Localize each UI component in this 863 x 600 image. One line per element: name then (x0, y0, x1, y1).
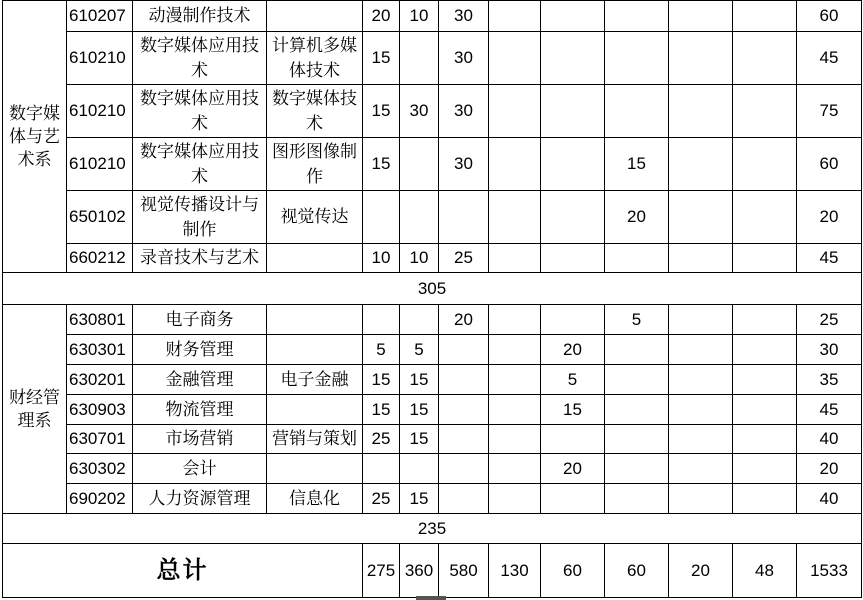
row-total: 60 (797, 1, 862, 32)
count-cell (733, 425, 797, 454)
count-cell (489, 138, 541, 191)
count-cell (605, 425, 669, 454)
major-name: 财务管理 (133, 335, 267, 365)
count-cell (400, 191, 439, 244)
major-direction: 数字媒体技术 (267, 85, 363, 138)
major-code: 630301 (67, 335, 133, 365)
count-cell (733, 454, 797, 484)
grand-total-row (3, 544, 862, 598)
count-cell: 30 (439, 1, 489, 32)
major-direction (267, 395, 363, 425)
count-cell: 30 (400, 85, 439, 138)
count-cell (400, 32, 439, 85)
count-cell (489, 484, 541, 514)
count-cell (669, 305, 733, 335)
major-name: 物流管理 (133, 395, 267, 425)
row-total: 40 (797, 484, 862, 514)
count-cell (669, 425, 733, 454)
major-name: 数字媒体应用技术 (133, 85, 267, 138)
count-cell: 30 (439, 85, 489, 138)
count-cell (733, 1, 797, 32)
major-code: 610210 (67, 138, 133, 191)
table-row (3, 454, 862, 484)
count-cell (733, 395, 797, 425)
enrollment-table (2, 0, 862, 598)
count-cell (541, 425, 605, 454)
major-name: 市场营销 (133, 425, 267, 454)
count-cell: 15 (400, 484, 439, 514)
count-cell (400, 138, 439, 191)
count-cell (489, 1, 541, 32)
major-code: 650102 (67, 191, 133, 244)
count-cell (669, 335, 733, 365)
major-code: 690202 (67, 484, 133, 514)
major-name: 数字媒体应用技术 (133, 138, 267, 191)
count-cell: 15 (363, 85, 400, 138)
grand-total-cell: 130 (489, 544, 541, 598)
major-code: 610210 (67, 85, 133, 138)
count-cell (489, 85, 541, 138)
count-cell: 20 (363, 1, 400, 32)
count-cell (733, 32, 797, 85)
table-row (3, 191, 862, 244)
count-cell (363, 191, 400, 244)
count-cell (489, 335, 541, 365)
count-cell: 5 (363, 335, 400, 365)
row-total: 20 (797, 191, 862, 244)
major-direction (267, 1, 363, 32)
count-cell (541, 191, 605, 244)
count-cell (733, 191, 797, 244)
count-cell: 15 (363, 365, 400, 395)
major-code: 660212 (67, 244, 133, 273)
major-direction: 电子金融 (267, 365, 363, 395)
grand-total-cell: 60 (605, 544, 669, 598)
major-name: 电子商务 (133, 305, 267, 335)
count-cell (669, 138, 733, 191)
count-cell (605, 85, 669, 138)
count-cell (733, 365, 797, 395)
subtotal-row (3, 273, 862, 305)
table-row (3, 484, 862, 514)
count-cell: 30 (439, 138, 489, 191)
count-cell (400, 305, 439, 335)
grand-total-label: 总计 (3, 544, 363, 598)
row-total: 35 (797, 365, 862, 395)
count-cell (605, 454, 669, 484)
major-direction: 视觉传达 (267, 191, 363, 244)
count-cell (489, 191, 541, 244)
count-cell (489, 244, 541, 273)
count-cell (669, 244, 733, 273)
row-total: 20 (797, 454, 862, 484)
grand-total-cell: 60 (541, 544, 605, 598)
count-cell: 15 (400, 425, 439, 454)
major-name: 金融管理 (133, 365, 267, 395)
department-cell: 数字媒体与艺术系 (3, 1, 67, 273)
subtotal-row (3, 514, 862, 544)
count-cell: 20 (605, 191, 669, 244)
table-row (3, 305, 862, 335)
section-subtotal: 305 (3, 273, 862, 305)
major-direction (267, 335, 363, 365)
section-subtotal: 235 (3, 514, 862, 544)
count-cell: 20 (541, 454, 605, 484)
count-cell (541, 244, 605, 273)
count-cell (733, 138, 797, 191)
count-cell: 15 (400, 395, 439, 425)
count-cell: 10 (400, 1, 439, 32)
count-cell: 25 (363, 484, 400, 514)
count-cell: 5 (605, 305, 669, 335)
count-cell: 20 (439, 305, 489, 335)
count-cell (669, 454, 733, 484)
count-cell (439, 335, 489, 365)
count-cell (439, 484, 489, 514)
count-cell (669, 484, 733, 514)
row-total: 25 (797, 305, 862, 335)
count-cell (439, 365, 489, 395)
count-cell (733, 305, 797, 335)
count-cell: 15 (363, 32, 400, 85)
table-row (3, 395, 862, 425)
row-total: 45 (797, 395, 862, 425)
major-code: 630302 (67, 454, 133, 484)
major-name: 视觉传播设计与制作 (133, 191, 267, 244)
major-name: 会计 (133, 454, 267, 484)
table-row (3, 244, 862, 273)
grand-total-cell: 275 (363, 544, 400, 598)
count-cell (605, 32, 669, 85)
table-row (3, 1, 862, 32)
count-cell (605, 365, 669, 395)
count-cell (669, 191, 733, 244)
count-cell: 15 (400, 365, 439, 395)
count-cell (489, 305, 541, 335)
count-cell: 20 (541, 335, 605, 365)
count-cell: 30 (439, 32, 489, 85)
table-row (3, 85, 862, 138)
table-row (3, 138, 862, 191)
count-cell (669, 1, 733, 32)
major-code: 630201 (67, 365, 133, 395)
count-cell (669, 365, 733, 395)
count-cell (733, 335, 797, 365)
count-cell: 25 (439, 244, 489, 273)
count-cell (541, 305, 605, 335)
major-direction (267, 454, 363, 484)
count-cell (669, 32, 733, 85)
count-cell: 10 (400, 244, 439, 273)
count-cell (541, 138, 605, 191)
count-cell (363, 305, 400, 335)
row-total: 45 (797, 32, 862, 85)
count-cell: 5 (400, 335, 439, 365)
page-edge-marker (416, 596, 446, 600)
count-cell (605, 335, 669, 365)
count-cell (669, 395, 733, 425)
count-cell (363, 454, 400, 484)
count-cell (439, 395, 489, 425)
count-cell (541, 484, 605, 514)
major-code: 610210 (67, 32, 133, 85)
table-row (3, 335, 862, 365)
major-code: 610207 (67, 1, 133, 32)
row-total: 45 (797, 244, 862, 273)
row-total: 60 (797, 138, 862, 191)
count-cell: 15 (541, 395, 605, 425)
grand-total-cell: 580 (439, 544, 489, 598)
grand-total-cell: 360 (400, 544, 439, 598)
count-cell: 15 (363, 395, 400, 425)
grand-total-cell: 20 (669, 544, 733, 598)
count-cell (605, 395, 669, 425)
major-code: 630701 (67, 425, 133, 454)
count-cell (605, 1, 669, 32)
count-cell (439, 454, 489, 484)
major-name: 录音技术与艺术 (133, 244, 267, 273)
department-cell: 财经管理系 (3, 305, 67, 514)
count-cell (489, 395, 541, 425)
count-cell: 15 (363, 138, 400, 191)
major-name: 人力资源管理 (133, 484, 267, 514)
count-cell (489, 365, 541, 395)
row-total: 40 (797, 425, 862, 454)
major-direction: 计算机多媒体技术 (267, 32, 363, 85)
row-total: 75 (797, 85, 862, 138)
table-row (3, 32, 862, 85)
major-code: 630801 (67, 305, 133, 335)
major-direction (267, 244, 363, 273)
major-direction: 信息化 (267, 484, 363, 514)
major-direction: 营销与策划 (267, 425, 363, 454)
count-cell: 15 (605, 138, 669, 191)
table-row (3, 365, 862, 395)
count-cell (439, 425, 489, 454)
row-total: 30 (797, 335, 862, 365)
count-cell (669, 85, 733, 138)
count-cell (541, 1, 605, 32)
major-code: 630903 (67, 395, 133, 425)
count-cell (541, 32, 605, 85)
count-cell (489, 32, 541, 85)
count-cell (605, 484, 669, 514)
major-name: 数字媒体应用技术 (133, 32, 267, 85)
count-cell (733, 85, 797, 138)
count-cell: 25 (363, 425, 400, 454)
count-cell: 10 (363, 244, 400, 273)
count-cell (605, 244, 669, 273)
grand-total-cell: 48 (733, 544, 797, 598)
count-cell (733, 244, 797, 273)
grand-total-sum: 1533 (797, 544, 862, 598)
table-row (3, 425, 862, 454)
major-direction (267, 305, 363, 335)
count-cell (439, 191, 489, 244)
count-cell (541, 85, 605, 138)
count-cell (733, 484, 797, 514)
major-name: 动漫制作技术 (133, 1, 267, 32)
count-cell (489, 454, 541, 484)
major-direction: 图形图像制作 (267, 138, 363, 191)
count-cell (489, 425, 541, 454)
count-cell (400, 454, 439, 484)
count-cell: 5 (541, 365, 605, 395)
